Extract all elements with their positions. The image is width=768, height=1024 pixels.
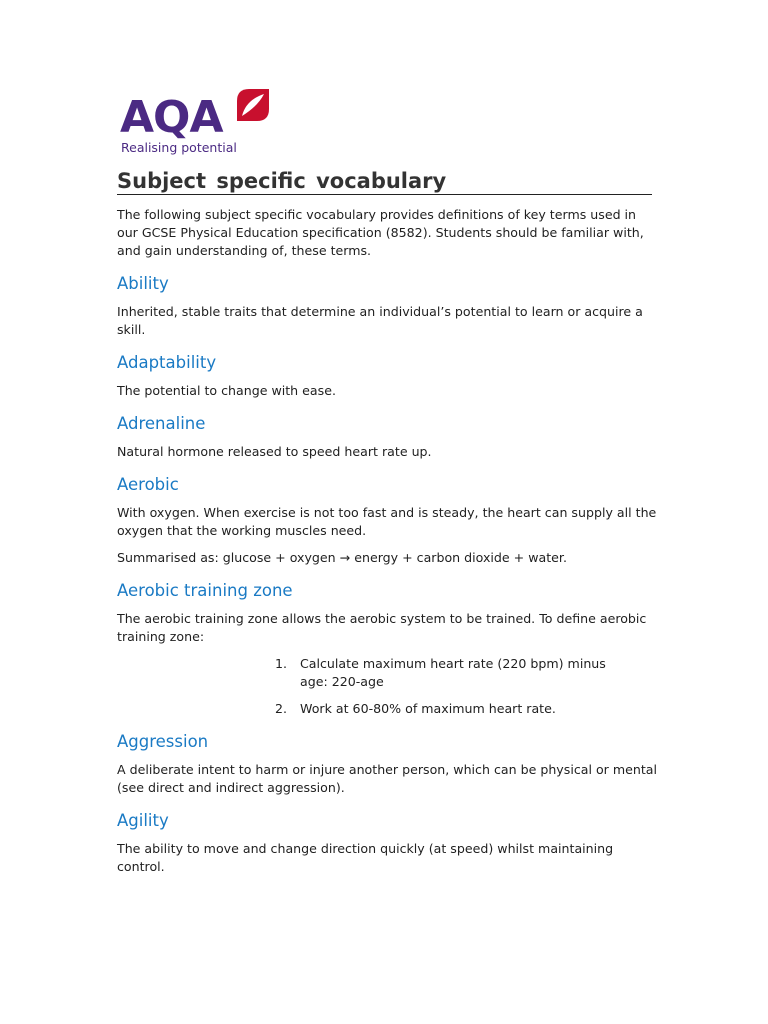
term-heading: Adrenaline xyxy=(117,414,206,433)
term-definition: The potential to change with ease. xyxy=(117,383,336,398)
list-item-number: 1. xyxy=(275,656,288,671)
term-heading: Aggression xyxy=(117,732,209,751)
list-item-text: Calculate maximum heart rate (220 bpm) minus age: 220-age xyxy=(300,656,606,689)
aqa-logo xyxy=(117,88,277,160)
term-definition: Summarised as: glucose + oxygen → energy + carbon dioxide + water. xyxy=(117,550,567,565)
list-item-number: 2. xyxy=(275,701,288,716)
list-item-text: Work at 60-80% of maximum heart rate. xyxy=(300,701,556,716)
numbered-list xyxy=(117,655,657,718)
term-definition: With oxygen. When exercise is not too fast and is steady, the heart can supply all the oxygen that the working muscles need. xyxy=(117,505,657,538)
term-heading: Aerobic training zone xyxy=(117,581,293,600)
term-heading: Agility xyxy=(117,811,169,830)
term-heading: Ability xyxy=(117,274,169,293)
logo-wordmark: AQA xyxy=(120,92,223,143)
logo-tagline: Realising potential xyxy=(121,140,237,155)
list-item xyxy=(275,700,630,718)
page-title: Subject specific vocabulary xyxy=(117,168,652,195)
leaf-icon xyxy=(236,88,270,122)
term-definition: The ability to move and change direction quickly (at speed) whilst maintaining control. xyxy=(117,841,614,874)
intro-paragraph: The following subject specific vocabulary provides definitions of key terms used in our GCSE Physical Education specification (8582). Students should be familiar with, and gain understanding of, these terms. xyxy=(117,207,644,258)
term-definition: Inherited, stable traits that determine an individual’s potential to learn or acquire a skill. xyxy=(117,304,643,337)
term-definition: The aerobic training zone allows the aerobic system to be trained. To define aerobic training zone: xyxy=(117,611,647,644)
term-heading: Aerobic xyxy=(117,475,179,494)
term-definition: Natural hormone released to speed heart rate up. xyxy=(117,444,432,459)
vocabulary-content xyxy=(117,206,657,885)
term-definition: A deliberate intent to harm or injure another person, which can be physical or mental (see direct and indirect aggression). xyxy=(117,762,658,795)
list-item xyxy=(275,655,630,691)
term-heading: Adaptability xyxy=(117,353,217,372)
